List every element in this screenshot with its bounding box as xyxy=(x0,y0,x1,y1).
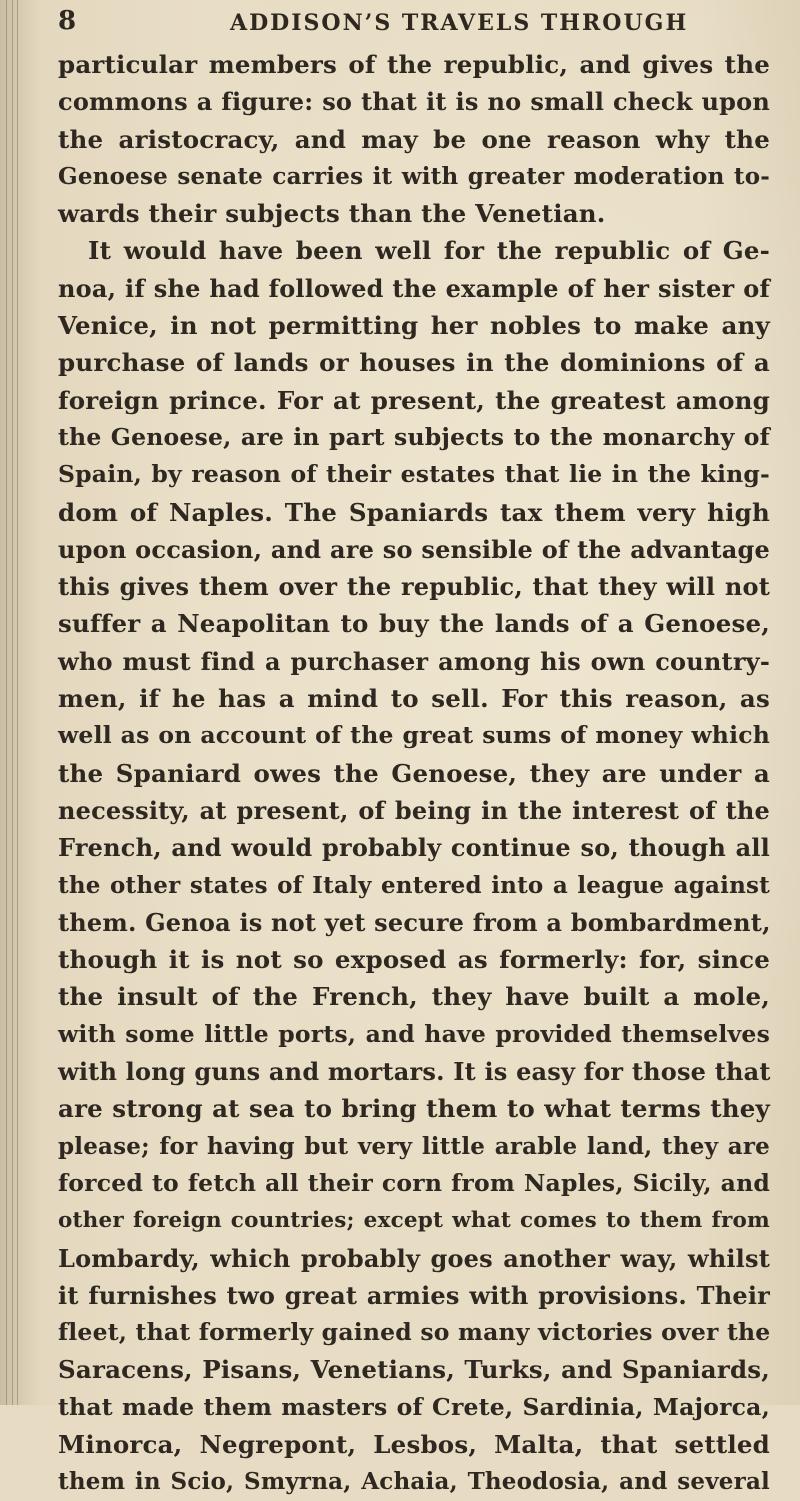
text-line: men, if he has a mind to sell. For this reason, as xyxy=(58,684,770,714)
text-line: are strong at sea to bring them to what terms they xyxy=(58,1094,770,1124)
text-line: Venice, in not permitting her nobles to make any xyxy=(58,311,770,341)
text-line: the other states of Italy entered into a league against xyxy=(58,871,770,899)
text-line: forced to fetch all their corn from Naples, Sicily, and xyxy=(58,1168,770,1197)
text-line: well as on account of the great sums of money which xyxy=(58,721,770,750)
text-line: Genoese senate carries it with greater moderation to- xyxy=(58,162,770,190)
text-line: It would have been well for the republic of Ge- xyxy=(88,236,770,266)
text-line: with some little ports, and have provided themselves xyxy=(58,1019,770,1048)
text-line: Lombardy, which probably goes another way, whilst xyxy=(58,1243,770,1273)
text-line: upon occasion, and are so sensible of the advantage xyxy=(58,534,770,564)
text-line: who must find a purchaser among his own country- xyxy=(58,646,770,676)
text-line: the insult of the French, they have built a mole, xyxy=(58,982,770,1012)
body-text xyxy=(58,46,770,1501)
text-line: noa, if she had followed the example of her sister of xyxy=(58,273,770,303)
page-edge-line xyxy=(12,0,13,1405)
text-line: it furnishes two great armies with provisions. Their xyxy=(58,1280,770,1310)
page-header xyxy=(58,0,798,44)
text-line: Spain, by reason of their estates that lie in the king- xyxy=(58,460,770,489)
text-line: fleet, that formerly gained so many victories over the xyxy=(58,1318,771,1347)
text-line: Minorca, Negrepont, Lesbos, Malta, that settled xyxy=(58,1429,770,1459)
text-line: commons a figure: so that it is no small check upon xyxy=(58,87,770,117)
text-line: please; for having but very little arable land, they are xyxy=(58,1132,770,1160)
running-head: ADDISON’S TRAVELS THROUGH xyxy=(230,10,689,36)
page-edge-line xyxy=(17,0,18,1405)
text-line: this gives them over the republic, that they will not xyxy=(58,572,770,602)
text-line: that made them masters of Crete, Sardinia, Majorca, xyxy=(58,1392,770,1421)
text-line: dom of Naples. The Spaniards tax them very high xyxy=(58,497,770,527)
text-line: the Spaniard owes the Genoese, they are under a xyxy=(58,758,770,788)
text-line: them in Scio, Smyrna, Achaia, Theodosia, and several xyxy=(58,1468,770,1496)
text-line: though it is not so exposed as formerly: for, since xyxy=(58,945,770,975)
text-line: them. Genoa is not yet secure from a bombardment, xyxy=(58,907,771,937)
page-number: 8 xyxy=(58,6,78,36)
text-line: other foreign countries; except what comes to them from xyxy=(58,1208,770,1234)
text-line: suffer a Neapolitan to buy the lands of a Genoese, xyxy=(58,609,770,639)
text-line: the aristocracy, and may be one reason why the xyxy=(58,124,770,154)
text-line: the Genoese, are in part subjects to the monarchy of xyxy=(58,422,770,451)
text-line: purchase of lands or houses in the dominions of a xyxy=(58,348,770,378)
text-line: wards their subjects than the Venetian. xyxy=(58,199,606,229)
text-line: necessity, at present, of being in the interest of the xyxy=(58,795,770,825)
page-edge-line xyxy=(6,0,7,1405)
text-line: foreign prince. For at present, the greatest among xyxy=(58,385,770,415)
text-line: Saracens, Pisans, Venetians, Turks, and Spaniards, xyxy=(58,1355,770,1385)
text-line: particular members of the republic, and gives the xyxy=(58,50,770,79)
text-line: with long guns and mortars. It is easy for those that xyxy=(58,1057,771,1087)
text-line: French, and would probably continue so, though all xyxy=(58,833,770,863)
